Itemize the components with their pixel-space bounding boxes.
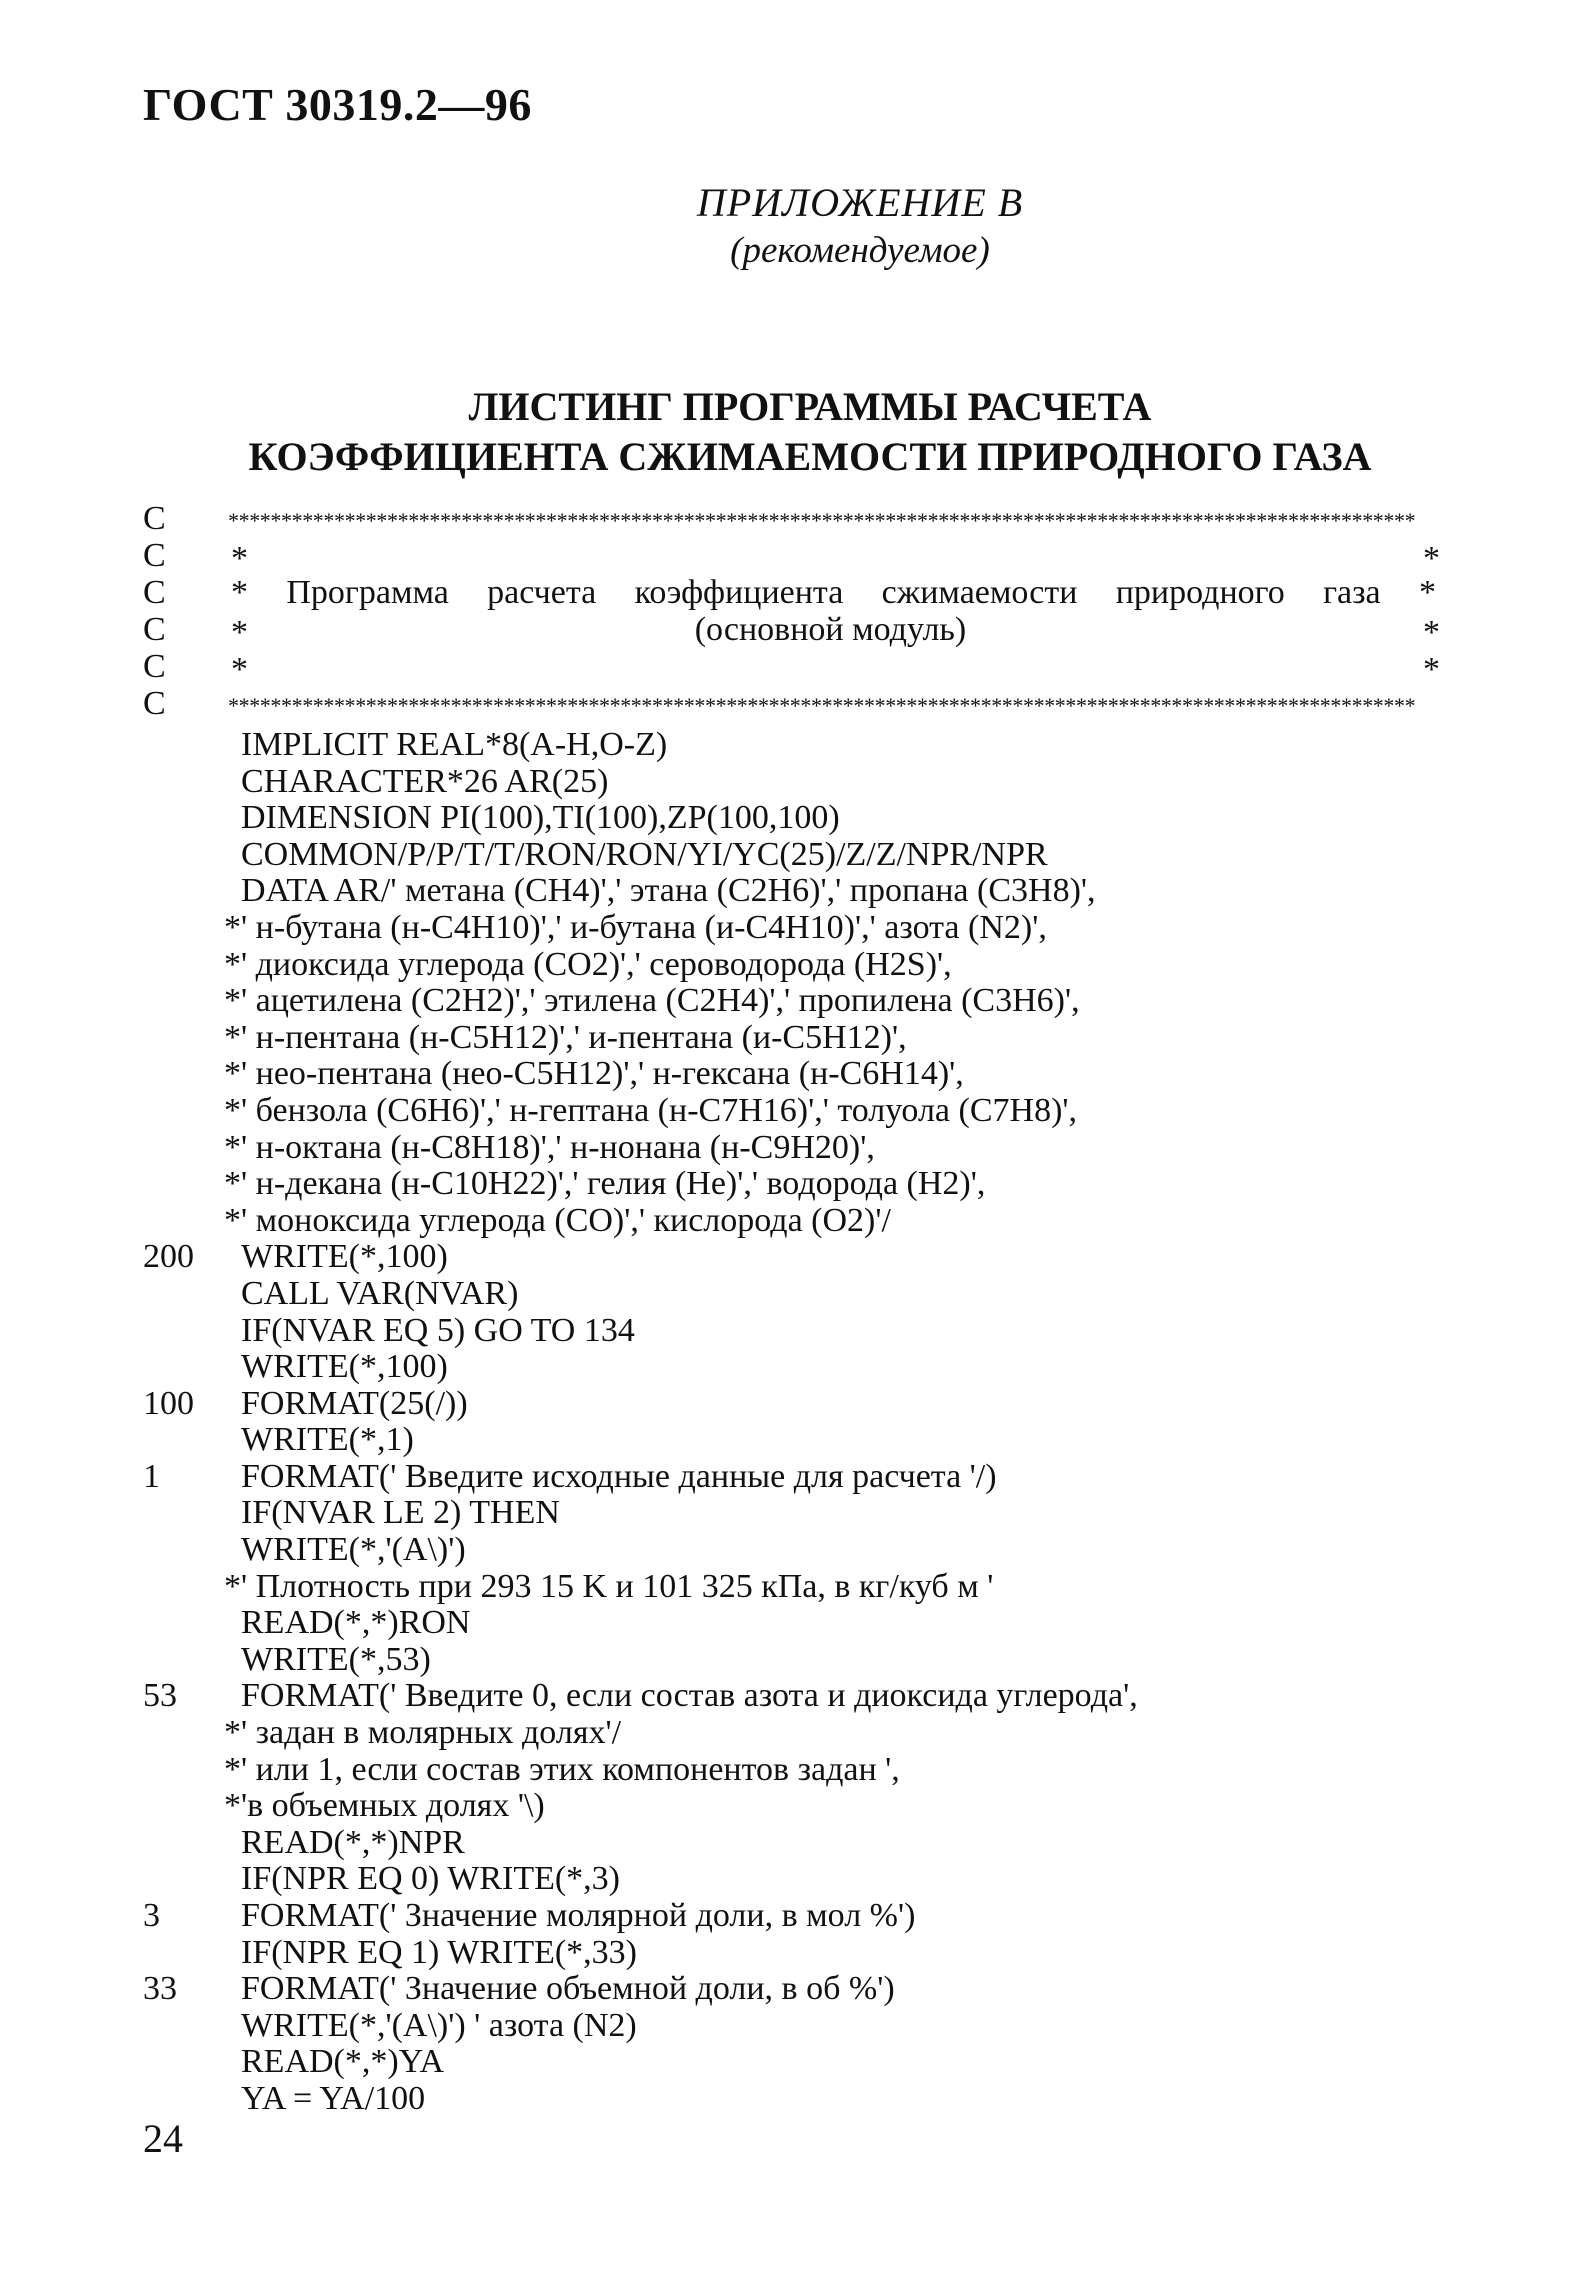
- code-statement: WRITE(*,53): [241, 1640, 431, 1678]
- comment-mark: C: [143, 611, 166, 648]
- comment-star-border: ****************************************************************************************************************: [228, 508, 1416, 533]
- continuation-statement: *'в объемных долях '\): [224, 1787, 545, 1825]
- code-line: [143, 1715, 1443, 1752]
- comment-program-description: * Программа расчета коэффициента сжимаемости природного газа *: [231, 574, 1436, 611]
- code-line: [143, 1422, 1443, 1459]
- statement-label: 200: [143, 1238, 194, 1276]
- code-statement: IF(NVAR EQ 5) GO TO 134: [241, 1311, 635, 1349]
- code-statement: COMMON/P/P/T/T/RON/RON/YI/YC(25)/Z/Z/NPR/NPR: [241, 835, 1048, 873]
- statement-label: 53: [143, 1677, 177, 1715]
- code-line: [143, 1056, 1443, 1093]
- continuation-statement: *' н-пентана (н-C5H12)',' и-пентана (и-C5H12)',: [224, 1018, 907, 1056]
- code-statement: CALL VAR(NVAR): [241, 1274, 519, 1312]
- code-statement: FORMAT(' Введите исходные данные для расчета '/): [241, 1457, 997, 1495]
- code-line: [143, 2081, 1443, 2118]
- code-line: [143, 1642, 1443, 1679]
- code-line: [143, 727, 1443, 764]
- code-line: [143, 764, 1443, 801]
- code-line: [143, 1276, 1443, 1313]
- code-line: [143, 1971, 1443, 2008]
- comment-mark: C: [143, 537, 166, 574]
- comment-module-name: (основной модуль): [694, 611, 967, 648]
- code-statement: IF(NVAR LE 2) THEN: [241, 1494, 560, 1532]
- code-statement: CHARACTER*26 AR(25): [241, 762, 609, 800]
- comment-star: *: [1423, 614, 1440, 651]
- code-line: [143, 1861, 1443, 1898]
- code-line: [143, 1752, 1443, 1789]
- statement-label: 33: [143, 1970, 177, 2008]
- statement-label: 1: [143, 1457, 160, 1495]
- code-statement: READ(*,*)YA: [241, 2043, 445, 2081]
- continuation-statement: *' ацетилена (C2H2)',' этилена (C2H4)',' пропилена (C3H6)',: [224, 982, 1080, 1020]
- code-line: [143, 873, 1443, 910]
- comment-mark: C: [143, 685, 166, 722]
- code-line: [143, 2008, 1443, 2045]
- code-line: [143, 1313, 1443, 1350]
- comment-line: [143, 685, 1416, 722]
- page-number: 24: [143, 2116, 183, 2161]
- code-line: [143, 1166, 1443, 1203]
- code-line: [143, 1898, 1443, 1935]
- statement-label: 3: [143, 1897, 160, 1934]
- comment-line: [143, 574, 1436, 611]
- comment-mark: C: [143, 574, 166, 611]
- comment-line: [143, 648, 1440, 688]
- code-statement: WRITE(*,100): [241, 1348, 448, 1386]
- comment-star: *: [231, 540, 248, 577]
- listing-title-line-1: ЛИСТИНГ ПРОГРАММЫ РАСЧЕТА: [468, 384, 1152, 429]
- code-line: [143, 1239, 1443, 1276]
- code-line: [143, 800, 1443, 837]
- comment-line: [143, 537, 1440, 577]
- code-line: [143, 1678, 1443, 1715]
- comment-star: *: [1423, 540, 1440, 577]
- code-line: [143, 1788, 1443, 1825]
- code-statement: IF(NPR EQ 1) WRITE(*,33): [241, 1933, 637, 1971]
- code-line: [143, 947, 1443, 984]
- code-line: [143, 1935, 1443, 1972]
- comment-star: *: [231, 614, 248, 651]
- code-statement: WRITE(*,'(A\)'): [241, 1531, 466, 1569]
- code-line: [143, 837, 1443, 874]
- continuation-statement: *' н-декана (н-C10H22)',' гелия (He)',' водорода (H2)',: [224, 1165, 986, 1203]
- code-statement: FORMAT(' Значение молярной доли, в мол %'): [241, 1897, 916, 1934]
- code-line: [143, 1386, 1443, 1423]
- continuation-statement: *' диоксида углерода (CO2)',' сероводорода (H2S)',: [224, 945, 952, 983]
- continuation-statement: *' бензола (C6H6)',' н-гептана (н-C7H16)',' толуола (C7H8)',: [224, 1091, 1078, 1129]
- code-line: [143, 1093, 1443, 1130]
- code-line: [143, 1495, 1443, 1532]
- listing-title-line-2: КОЭФФИЦИЕНТА СЖИМАЕМОСТИ ПРИРОДНОГО ГАЗА: [248, 434, 1372, 479]
- appendix-subtitle: (рекомендуемое): [730, 230, 990, 271]
- code-statement: WRITE(*,100): [241, 1238, 448, 1276]
- continuation-statement: *' н-октана (н-C8H18)',' н-нонана (н-C9H20)',: [224, 1128, 875, 1166]
- code-line: [143, 1203, 1443, 1240]
- comment-star: *: [1423, 651, 1440, 688]
- continuation-statement: *' или 1, если состав этих компонентов задан ',: [224, 1750, 900, 1788]
- code-line: [143, 1459, 1443, 1496]
- comment-banner: [143, 500, 1440, 722]
- continuation-statement: *' нео-пентана (нео-C5H12)',' н-гексана (н-C6H14)',: [224, 1055, 964, 1093]
- code-statement: FORMAT(' Введите 0, если состав азота и диоксида углерода',: [241, 1677, 1138, 1715]
- code-line: [143, 1569, 1443, 1606]
- code-line: [143, 1532, 1443, 1569]
- code-statement: DIMENSION PI(100),TI(100),ZP(100,100): [241, 799, 840, 837]
- code-statement: READ(*,*)RON: [241, 1604, 471, 1642]
- code-statement: WRITE(*,1): [241, 1421, 414, 1459]
- comment-star: *: [231, 651, 248, 688]
- continuation-statement: *' моноксида углерода (CO)',' кислорода (O2)'/: [224, 1201, 891, 1239]
- listing-title: [180, 382, 1440, 482]
- appendix-heading: [660, 178, 1060, 274]
- comment-star-border: ****************************************************************************************************************: [228, 693, 1416, 718]
- program-listing: [143, 727, 1443, 2118]
- code-line: [143, 1825, 1443, 1862]
- continuation-statement: *' задан в молярных долях'/: [224, 1714, 622, 1752]
- continuation-statement: *' н-бутана (н-C4H10)',' и-бутана (и-C4H10)',' азота (N2)',: [224, 908, 1047, 946]
- code-statement: FORMAT(' Значение объемной доли, в об %'): [241, 1970, 895, 2008]
- code-line: [143, 1020, 1443, 1057]
- document-standard-id: ГОСТ 30319.2—96: [143, 79, 532, 130]
- code-line: [143, 983, 1443, 1020]
- code-line: [143, 1605, 1443, 1642]
- code-statement: IF(NPR EQ 0) WRITE(*,3): [241, 1860, 620, 1898]
- code-statement: FORMAT(25(/)): [241, 1384, 468, 1422]
- comment-mark: C: [143, 648, 166, 685]
- appendix-title: ПРИЛОЖЕНИЕ В: [696, 180, 1024, 225]
- code-statement: READ(*,*)NPR: [241, 1823, 465, 1861]
- code-statement: IMPLICIT REAL*8(A-H,O-Z): [241, 726, 668, 763]
- statement-label: 100: [143, 1384, 194, 1422]
- code-statement: YA = YA/100: [241, 2079, 426, 2117]
- code-statement: DATA AR/' метана (CH4)',' этана (C2H6)',' пропана (C3H8)',: [241, 872, 1096, 910]
- continuation-statement: *' Плотность при 293 15 K и 101 325 кПа, в кг/куб м ': [224, 1567, 994, 1605]
- code-line: [143, 2044, 1443, 2081]
- code-statement: WRITE(*,'(A\)') ' азота (N2): [241, 2006, 637, 2044]
- comment-line: [143, 500, 1416, 537]
- code-line: [143, 910, 1443, 947]
- comment-line: [143, 611, 1440, 651]
- code-line: [143, 1349, 1443, 1386]
- comment-mark: C: [143, 500, 166, 537]
- code-line: [143, 1130, 1443, 1167]
